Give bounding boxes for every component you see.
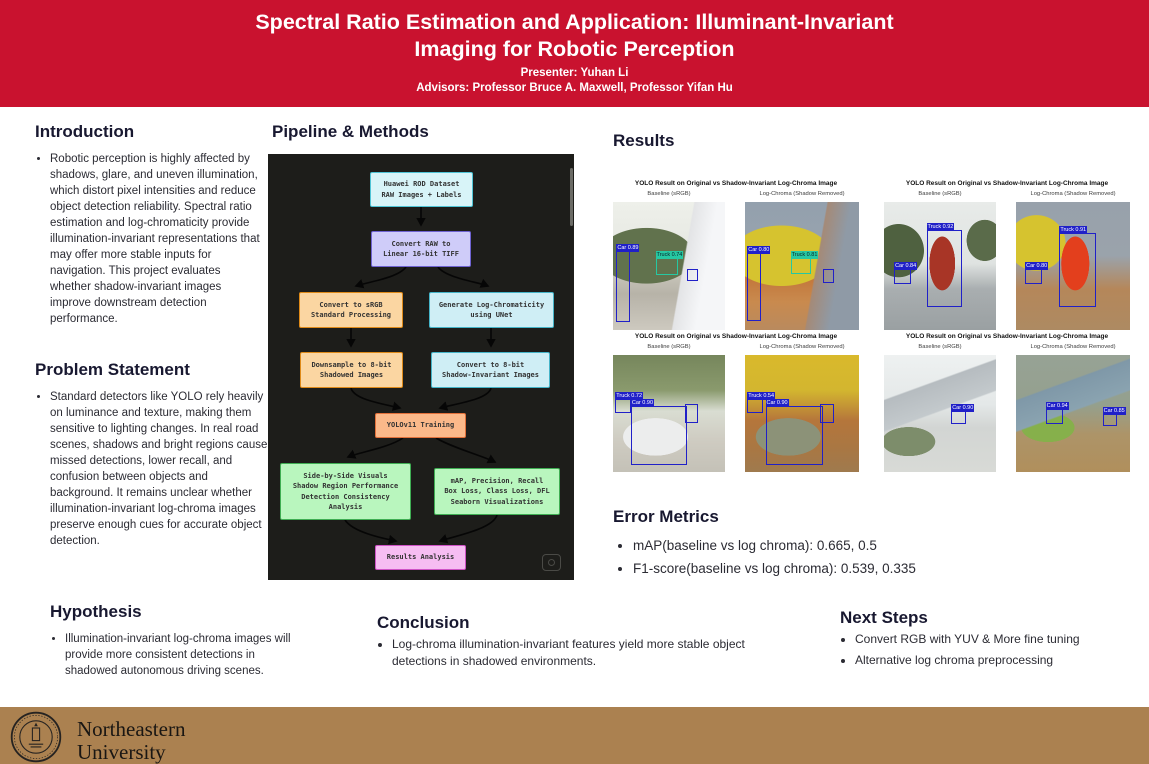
flow-box-text: Standard Processing	[310, 311, 392, 319]
section-hypothesis	[50, 602, 310, 683]
detection-label: Car 0.80	[748, 247, 770, 254]
flowchart-watermark-icon[interactable]	[542, 554, 561, 571]
detection-bbox	[766, 400, 823, 465]
flow-box-text: Downsample to 8-bit	[311, 360, 392, 369]
flow-box-text: Convert to 8-bit	[456, 360, 525, 369]
detection-bbox	[747, 247, 770, 321]
detection-bbox	[823, 269, 834, 283]
flow-box-downsample	[300, 352, 403, 388]
detection-label: Car 0.84	[895, 262, 917, 269]
baseline-result-image	[884, 202, 996, 330]
baseline-result-image	[613, 202, 725, 330]
detection-label: Truck 0.54	[748, 393, 775, 400]
detection-bbox	[631, 400, 687, 465]
detection-label: Truck 0.91	[1060, 226, 1087, 233]
detection-bbox	[616, 244, 639, 323]
result-group-title: YOLO Result on Original vs Shadow-Invariant Log-Chroma Image	[905, 333, 1109, 340]
detection-label: Car 0.80	[1026, 262, 1048, 269]
section-next-steps	[840, 608, 1140, 673]
chroma-image-label: Log-Chroma (Shadow Removed)	[759, 344, 845, 350]
next-step-item: • Convert RGB with YUV & More fine tuning	[855, 631, 1140, 648]
flow-box-dataset	[370, 172, 473, 207]
problem-statement-heading: Problem Statement	[35, 360, 190, 379]
flow-box-text: mAP, Precision, Recall	[450, 476, 544, 485]
flow-box-text: Side-by-Side Visuals	[303, 471, 388, 480]
introduction-heading: Introduction	[35, 122, 135, 141]
chroma-result-image	[745, 202, 859, 330]
chroma-result-image	[1016, 202, 1130, 330]
detection-bbox	[656, 252, 683, 275]
detection-label: Car 0.89	[617, 244, 639, 251]
result-group-4	[884, 332, 1130, 474]
flow-box-text: Seaborn Visualizations	[450, 497, 544, 506]
problem-statement-bullet: • Standard detectors like YOLO rely heavily on luminance and texture, making them sensitive to lighting changes. In real road scenes, shadows and bright regions cause missed detections, lower recall, and confusion between objects and background. It remains unclear whether illumination-invariant log-chroma images preserve enough cues for accurate object detection.	[50, 389, 271, 549]
section-conclusion	[377, 613, 749, 674]
flow-box-yolo-training	[375, 413, 466, 438]
detection-bbox	[791, 252, 818, 273]
flow-box-convert-raw	[371, 231, 471, 267]
advisors-line: Advisors: Professor Bruce A. Maxwell, Professor Yifan Hu	[416, 82, 733, 94]
pipeline-heading: Pipeline & Methods	[272, 122, 429, 141]
section-pipeline-heading	[272, 122, 572, 151]
result-group-title: YOLO Result on Original vs Shadow-Invariant Log-Chroma Image	[634, 333, 838, 340]
chroma-image-label: Log-Chroma (Shadow Removed)	[759, 191, 845, 197]
poster-title-line1: Spectral Ratio Estimation and Application: Illuminant-Invariant	[255, 10, 894, 34]
presenter-line: Presenter: Yuhan Li	[520, 67, 629, 79]
detection-bbox	[820, 404, 834, 423]
poster-footer	[0, 707, 1149, 764]
result-group-1	[613, 179, 859, 332]
conclusion-bullet: • Log-chroma illumination-invariant features yield more stable object detections in shadowed environments.	[392, 636, 749, 670]
poster-title-line2: Imaging for Robotic Perception	[414, 37, 735, 61]
detection-label: Car 0.85	[1103, 407, 1125, 414]
flow-box-log-chromaticity	[429, 292, 554, 328]
flow-box-text: Huawei ROD Dataset	[383, 180, 460, 188]
detection-bbox	[1046, 402, 1068, 424]
error-metrics-heading: Error Metrics	[613, 507, 719, 526]
detection-bbox	[894, 262, 917, 284]
introduction-bullet: • Robotic perception is highly affected by shadows, glare, and uneven illumination, which distort pixel intensities and reduce object detection reliability. Spectral ratio estimation and log-chromaticity provide illumination-invariant representations that may offer more stable inputs for navigation. This project evaluates whether shadow-invariant images improve downstream detection performance.	[50, 151, 263, 327]
detection-bbox	[687, 269, 698, 282]
flow-box-text: RAW Images + Labels	[381, 190, 462, 199]
detection-bbox	[1025, 262, 1048, 284]
baseline-image-label: Baseline (sRGB)	[647, 191, 691, 197]
detection-bbox	[951, 405, 974, 424]
baseline-image-label: Baseline (sRGB)	[918, 344, 962, 350]
result-group-title: YOLO Result on Original vs Shadow-Invariant Log-Chroma Image	[905, 180, 1109, 187]
flow-box-text: Convert RAW to	[391, 239, 451, 248]
flow-box-convert-srgb	[299, 292, 403, 328]
next-step-item: • Alternative log chroma preprocessing	[855, 652, 1140, 669]
results-heading: Results	[613, 131, 675, 150]
university-name-line2: University	[77, 740, 166, 764]
chroma-result-image	[745, 355, 859, 472]
section-results-heading	[613, 131, 813, 160]
section-problem-statement	[35, 360, 271, 553]
flow-box-text: Convert to sRGB	[319, 300, 383, 309]
detection-label: Car 0.90	[631, 400, 654, 407]
university-name-line1: Northeastern	[77, 717, 186, 741]
university-name	[77, 718, 185, 764]
flow-box-text: Generate Log-Chromaticity	[438, 300, 545, 309]
flow-box-metrics	[434, 468, 560, 515]
detection-bbox	[927, 224, 963, 307]
flow-box-side-by-side	[280, 463, 411, 520]
northeastern-seal-icon	[9, 710, 63, 764]
section-introduction	[35, 122, 263, 331]
flow-box-text: Linear 16-bit TIFF	[383, 250, 459, 258]
hypothesis-heading: Hypothesis	[50, 602, 142, 621]
hypothesis-bullet: • Illumination-invariant log-chroma images will provide more consistent detections in shadowed autonomous driving scenes.	[65, 631, 310, 679]
detection-label: Truck 0.72	[616, 393, 643, 400]
flow-box-text: Results Analysis	[386, 553, 455, 562]
flow-box-text: Shadowed Images	[319, 371, 384, 379]
baseline-result-image	[613, 355, 725, 472]
detection-bbox	[1103, 407, 1125, 427]
flow-box-text: Box Loss, Class Loss, DFL	[444, 487, 550, 496]
flow-box-text: Detection Consistency	[301, 492, 390, 501]
flow-box-text: using UNet	[470, 311, 513, 319]
result-group-2	[884, 179, 1130, 332]
error-metric-map: • mAP(baseline vs log chroma): 0.665, 0.5	[633, 536, 1033, 555]
flow-box-convert-8bit	[431, 352, 550, 388]
poster-header	[0, 0, 1149, 107]
baseline-image-label: Baseline (sRGB)	[918, 191, 962, 197]
chroma-image-label: Log-Chroma (Shadow Removed)	[1030, 344, 1116, 350]
conclusion-heading: Conclusion	[377, 613, 470, 632]
flow-box-text: Shadow-Invariant Images	[442, 371, 539, 379]
detection-label: Car 0.94	[1046, 402, 1068, 409]
flow-box-text: Analysis	[328, 503, 363, 511]
detection-label: Car 0.90	[766, 400, 788, 407]
detection-label: Car 0.90	[952, 405, 974, 412]
detection-label: Truck 0.74	[656, 252, 683, 259]
chroma-image-label: Log-Chroma (Shadow Removed)	[1030, 191, 1116, 197]
result-group-title: YOLO Result on Original vs Shadow-Invariant Log-Chroma Image	[634, 180, 838, 187]
detection-label: Truck 0.92	[927, 224, 954, 231]
next-steps-heading: Next Steps	[840, 608, 928, 627]
chroma-result-image	[1016, 355, 1130, 472]
error-metric-f1: • F1-score(baseline vs log chroma): 0.539, 0.335	[633, 559, 1033, 578]
flow-box-results-analysis	[375, 545, 466, 570]
flow-box-text: YOLOv11 Training	[386, 421, 455, 430]
pipeline-flowchart	[268, 154, 574, 580]
baseline-result-image	[884, 355, 996, 472]
detection-label: Truck 0.81	[791, 252, 818, 259]
result-group-3	[613, 332, 859, 474]
flowchart-scrollbar[interactable]	[570, 168, 573, 226]
detection-bbox	[747, 393, 775, 413]
section-error-metrics	[613, 507, 1033, 582]
detection-bbox	[1059, 226, 1095, 307]
baseline-image-label: Baseline (sRGB)	[647, 344, 691, 350]
flow-box-text: Shadow Region Performance	[292, 482, 399, 490]
detection-bbox	[685, 404, 698, 423]
